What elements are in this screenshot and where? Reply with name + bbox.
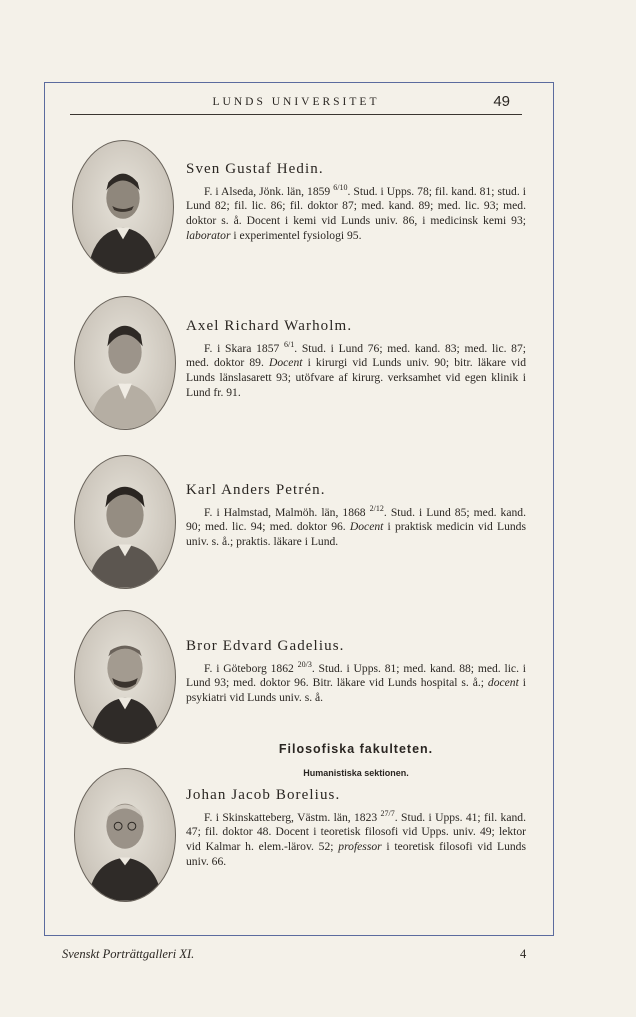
portrait-gadelius: [74, 610, 176, 744]
faculty-heading: Filosofiska fakulteten.: [278, 742, 434, 756]
header-title: LUNDS UNIVERSITET: [212, 96, 380, 108]
entry-bio: F. i Halmstad, Malmöh. län, 1868 $^{2/12}$. Stud. i Lund 85; med. kand. 90; med. lic. 94; med. doktor 96. Docent i praktisk medicin vid Lunds univ. s. å.; praktis. läkare i Lund.: [186, 504, 526, 549]
section-heading: Humanistiska sektionen.: [303, 768, 409, 778]
entry-bio: F. i Alseda, Jönk. län, 1859 $^{6/10}$. Stud. i Upps. 78; fil. kand. 81; stud. i Lund 82; fil. lic. 86; fil. doktor 87; med. kand. 89; med. lic. 93; med. doktor s. å. Docent i kemi vid Lunds univ. 86, i medicinsk kemi 93; laborator i experimentel fysiologi 95.: [186, 183, 526, 242]
entry-bio: F. i Skinskatteberg, Västm. län, 1823 $^{27/7}$. Stud. i Upps. 41; fil. kand. 47; fil. doktor 48. Docent i teoretisk filosofi vid Upps. univ. 49; lektor vid Kalmar h. elem.-lärov. 52; professor i teoretisk filosofi vid Lunds univ. 66.: [186, 809, 526, 868]
page-number: 49: [493, 93, 510, 110]
portrait-borelius: [74, 768, 176, 902]
entry-bio: F. i Skara 1857 $^{6/1}$. Stud. i Lund 76; med. kand. 83; med. lic. 87; med. doktor 89. Docent i kirurgi vid Lunds univ. 90; bitr. läkare vid Lunds länslasarett 93; utöfvare af kirurg. verksamhet vid egen klinik i Lund fr. 91.: [186, 340, 526, 399]
running-header: [70, 94, 522, 115]
footer-signature: 4: [520, 947, 527, 961]
entry-name: Sven Gustaf Hedin.: [186, 161, 324, 177]
portrait-warholm: [74, 296, 176, 430]
entry-name: Karl Anders Petrén.: [186, 482, 326, 498]
entry-name: Bror Edvard Gadelius.: [186, 638, 345, 654]
portrait-petren: [74, 455, 176, 589]
portrait-hedin: [72, 140, 174, 274]
entry-bio: F. i Göteborg 1862 $^{20/3}$. Stud. i Upps. 81; med. kand. 88; med. lic. i Lund 93; med. doktor 96. Bitr. läkare vid Lunds hospital s. å.; docent i psykiatri vid Lunds univ. s. å.: [186, 660, 526, 705]
entry-name: Axel Richard Warholm.: [186, 318, 353, 334]
footer-title: Svenskt Porträttgalleri XI.: [62, 947, 195, 961]
entry-name: Johan Jacob Borelius.: [186, 787, 341, 803]
